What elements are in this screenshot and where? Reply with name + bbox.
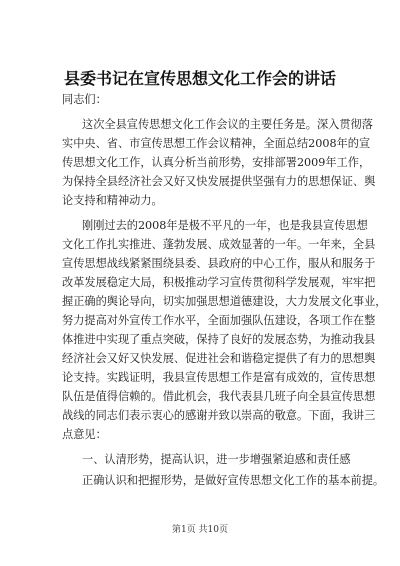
paragraph-line: 为保持全县经济社会又好又快发展提供坚强有力的思想保证、舆 <box>62 175 376 188</box>
paragraph-line: 体推进中实现了重点突破，保持了良好的发展态势，为推动我县 <box>62 333 376 346</box>
paragraph-line: 实中央、省、市宣传思想工作会议精神，全面总结2008年的宣 <box>62 137 371 150</box>
paragraph-line: 正确认识和把握形势，是做好宣传思想文化工作的基本前提。 <box>82 474 385 487</box>
paragraph-line: 宣传思想战线紧紧围绕县委、县政府的中心工作，服从和服务于 <box>62 257 376 270</box>
paragraph-line: 战线的同志们表示衷心的感谢并致以崇高的敬意。下面，我讲三 <box>62 409 376 422</box>
section-heading: 一、认清形势，提高认识，进一步增强紧迫感和责任感 <box>82 453 351 466</box>
page-footer: 第1页 共10页 <box>171 525 229 535</box>
paragraph-line: 这次全县宣传思想文化工作会议的主要任务是。深入贯彻落 <box>82 118 373 131</box>
paragraph-line: 握正确的舆论导向，切实加强思想道德建设，大力发展文化事业， <box>62 295 387 308</box>
paragraph-line: 努力提高对外宣传工作水平，全面加强队伍建设，各项工作在整 <box>62 314 376 327</box>
paragraph-line: 经济社会又好又快发展、促进社会和谐稳定提供了有力的思想舆 <box>62 352 376 365</box>
salutation: 同志们： <box>62 93 107 106</box>
paragraph-line: 改革发展稳定大局，积极推动学习宣传贯彻科学发展观，牢牢把 <box>62 276 376 289</box>
paragraph-line: 文化工作扎实推进、蓬勃发展、成效显著的一年。一年来，全县 <box>62 238 376 251</box>
paragraph-line: 刚刚过去的2008年是极不平凡的一年，也是我县宣传思想 <box>82 219 368 232</box>
paragraph-line: 论支持。实践证明，我县宣传思想工作是富有成效的，宣传思想 <box>62 371 376 384</box>
paragraph-line: 队伍是值得信赖的。借此机会，我代表县几班子向全县宣传思想 <box>62 390 376 403</box>
paragraph-line: 传思想文化工作，认真分析当前形势，安排部署2009年工作， <box>62 156 371 169</box>
paragraph-line: 论支持和精神动力。 <box>62 194 163 207</box>
document-title: 县委书记在宣传思想文化工作会的讲话 <box>63 69 336 88</box>
paragraph-line: 点意见： <box>62 428 107 441</box>
